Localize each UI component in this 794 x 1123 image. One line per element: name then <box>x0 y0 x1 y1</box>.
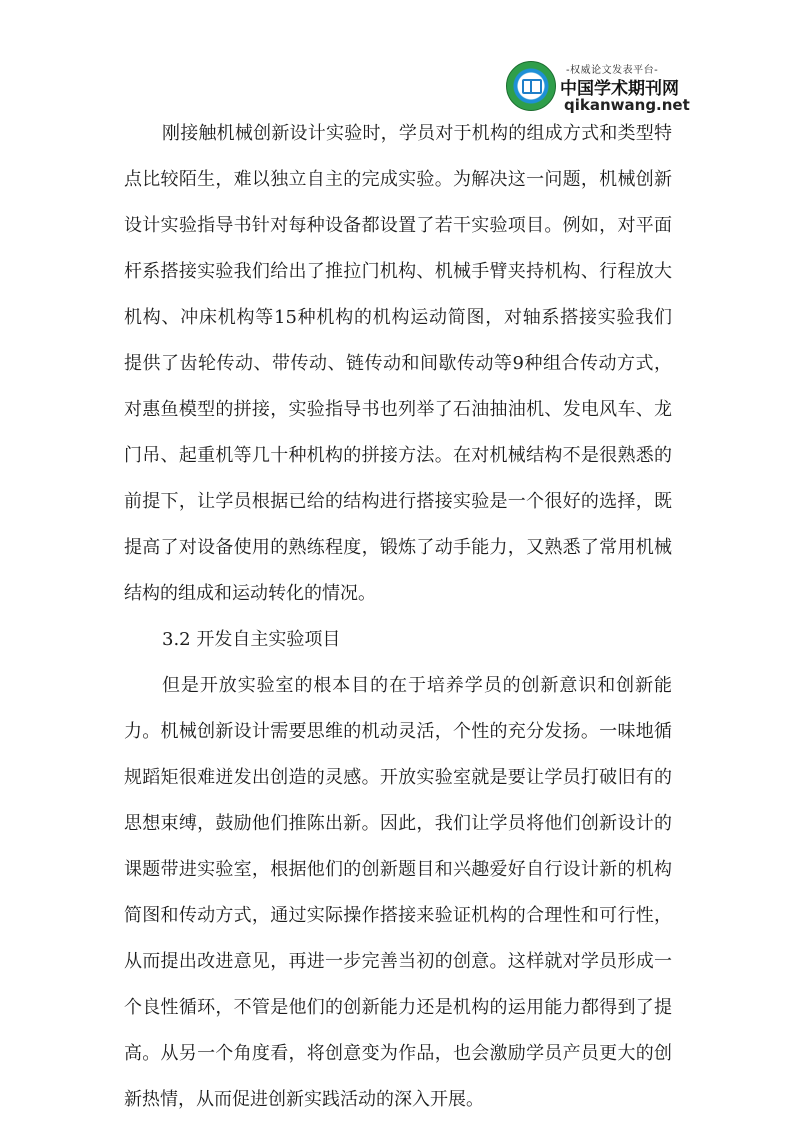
text-line: 从而提出改进意见，再进一步完善当初的创意。这样就对学员形成一 <box>124 951 672 972</box>
text-line: 提高了对设备使用的熟练程度，锻炼了动手能力，又熟悉了常用机械 <box>124 537 672 558</box>
text-line: 前提下，让学员根据已给的结构进行搭接实验是一个很好的选择，既 <box>124 491 672 512</box>
logo-name-en: qikanwang.net <box>564 96 690 114</box>
text-line: 规蹈矩很难迸发出创造的灵感。开放实验室就是要让学员打破旧有的 <box>124 767 672 788</box>
text-line: 机构、冲床机构等15种机构的机构运动简图，对轴系搭接实验我们 <box>124 307 672 328</box>
section-heading: 3.2 开发自主实验项目 <box>162 629 341 650</box>
text-line: 门吊、起重机等几十种机构的拼接方法。在对机械结构不是很熟悉的 <box>124 445 672 466</box>
site-logo <box>506 59 691 117</box>
text-line: 结构的组成和运动转化的情况。 <box>124 583 376 604</box>
text-line: 个良性循环，不管是他们的创新能力还是机构的运用能力都得到了提 <box>124 997 672 1018</box>
logo-name-cn: 中国学术期刊网 <box>560 79 679 99</box>
text-line: 对惠鱼模型的拼接，实验指导书也列举了石油抽油机、发电风车、龙 <box>124 399 672 420</box>
text-line: 但是开放实验室的根本目的在于培养学员的创新意识和创新能 <box>162 675 672 696</box>
logo-tagline: -权威论文发表平台- <box>566 65 659 76</box>
text-line: 杆系搭接实验我们给出了推拉门机构、机械手臂夹持机构、行程放大 <box>124 261 672 282</box>
text-line: 提供了齿轮传动、带传动、链传动和间歇传动等9种组合传动方式， <box>124 353 672 374</box>
text-line: 简图和传动方式，通过实际操作搭接来验证机构的合理性和可行性， <box>124 905 672 926</box>
text-line: 高。从另一个角度看，将创意变为作品，也会激励学员产员更大的创 <box>124 1043 672 1064</box>
text-line: 点比较陌生，难以独立自主的完成实验。为解决这一问题，机械创新 <box>124 169 672 190</box>
text-line: 刚接触机械创新设计实验时，学员对于机构的组成方式和类型特 <box>162 123 672 144</box>
text-line: 力。机械创新设计需要思维的机动灵活，个性的充分发扬。一味地循 <box>124 721 672 742</box>
text-line: 思想束缚，鼓励他们推陈出新。因此，我们让学员将他们创新设计的 <box>124 813 672 834</box>
text-line: 新热情，从而促进创新实践活动的深入开展。 <box>124 1089 484 1110</box>
open-book-globe-icon <box>506 61 556 111</box>
text-line: 课题带进实验室，根据他们的创新题目和兴趣爱好自行设计新的机构 <box>124 859 672 880</box>
text-line: 设计实验指导书针对每种设备都设置了若干实验项目。例如，对平面 <box>124 215 672 236</box>
